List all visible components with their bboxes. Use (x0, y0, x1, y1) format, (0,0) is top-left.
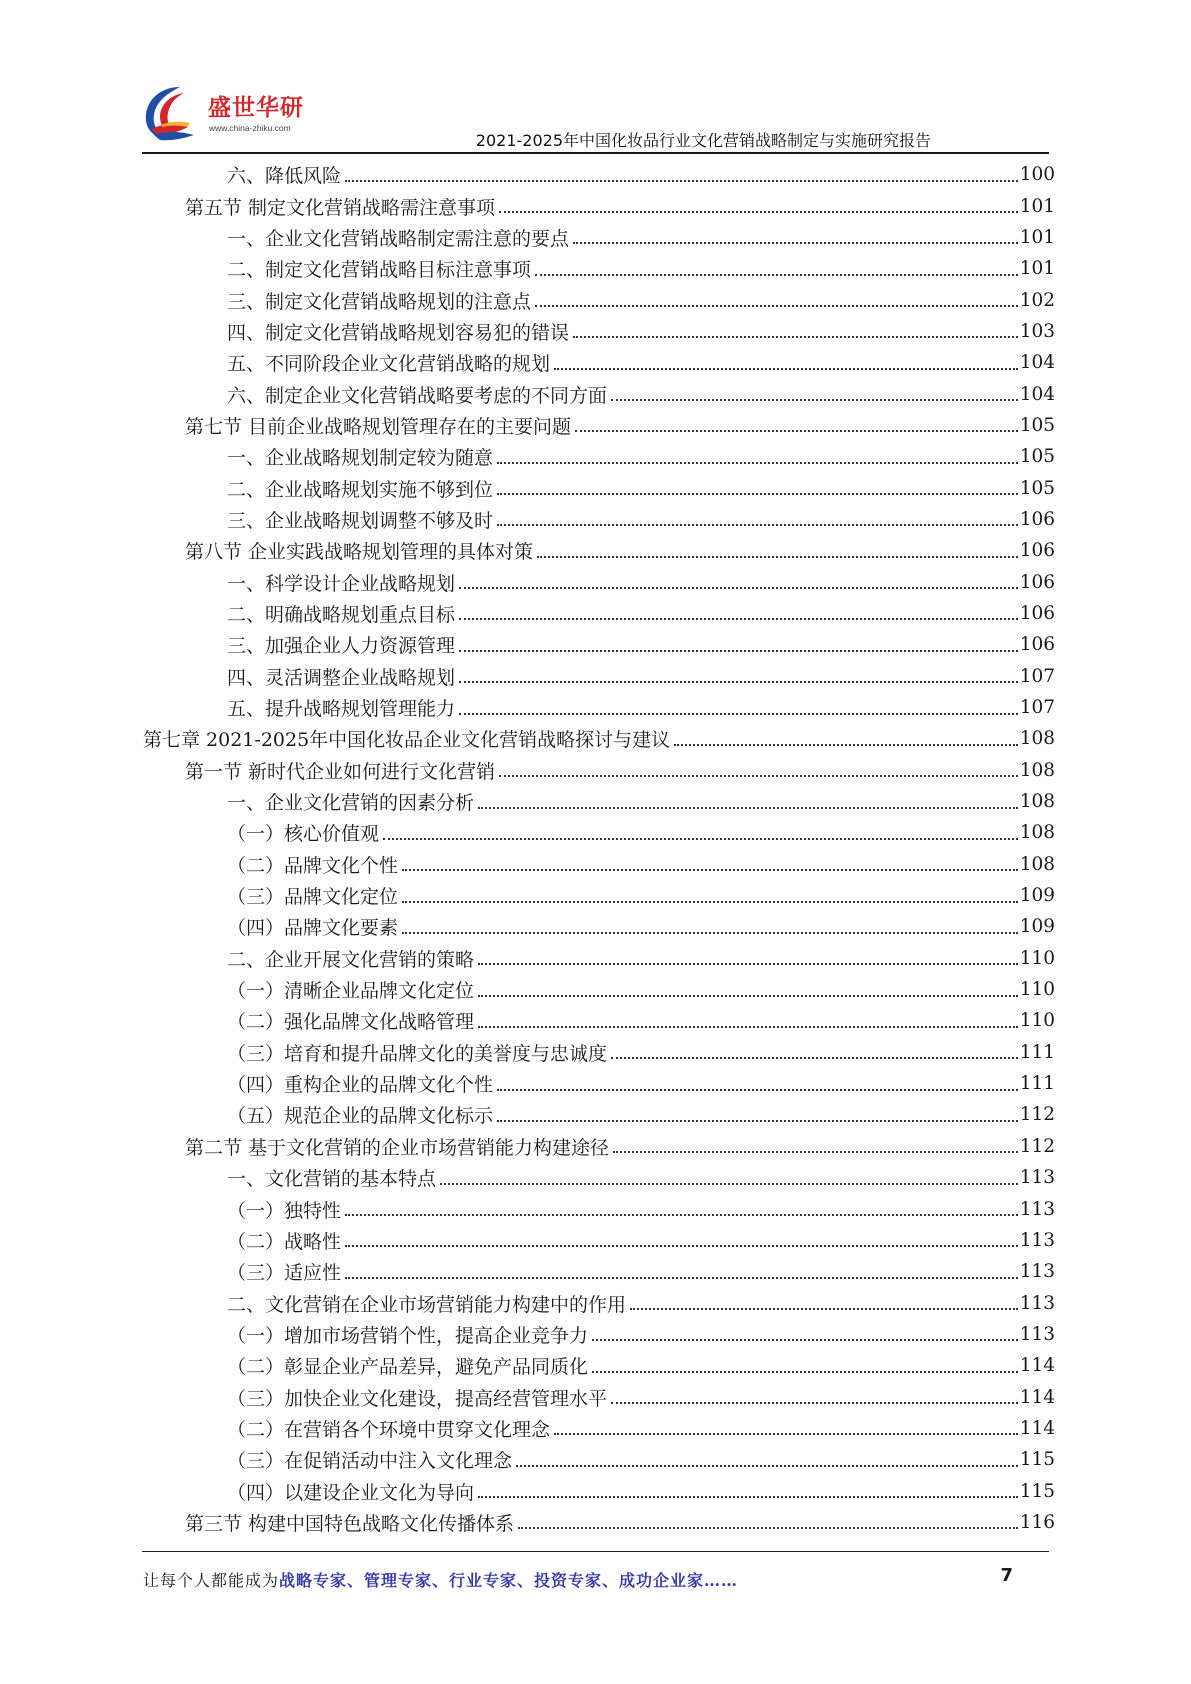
toc-entry-label: 三、企业战略规划调整不够及时 (227, 509, 494, 532)
toc-entry-label: 一、文化营销的基本特点 (227, 1168, 437, 1191)
toc-entry[interactable] (143, 755, 1055, 786)
toc-entry-label: （三）品牌文化定位 (227, 886, 399, 909)
toc-entry-page: 110 (1019, 1010, 1055, 1032)
toc-entry-page: 101 (1019, 226, 1055, 248)
toc-entry-label: 五、不同阶段企业文化营销战略的规划 (227, 353, 551, 376)
toc-entry[interactable] (143, 974, 1055, 1005)
toc-entry-label: （三）在促销活动中注入文化理念 (227, 1450, 513, 1473)
toc-entry-page: 101 (1019, 195, 1055, 217)
toc-entry-page: 113 (1019, 1198, 1055, 1220)
dot-leader (440, 1183, 1018, 1185)
toc-entry-label: 第一节 新时代企业如何进行文化营销 (185, 760, 496, 783)
toc-entry-page: 113 (1019, 1229, 1055, 1251)
dot-leader (478, 995, 1018, 997)
toc-entry-page: 113 (1019, 1167, 1055, 1189)
toc-entry-page: 114 (1019, 1355, 1055, 1377)
toc-entry-label: 一、企业战略规划制定较为随意 (227, 447, 494, 470)
dot-leader (402, 869, 1018, 871)
toc-entry-label: （二）品牌文化个性 (227, 854, 399, 877)
toc-entry-label: 第八节 企业实践战略规划管理的具体对策 (185, 541, 534, 564)
toc-entry-page: 109 (1019, 916, 1055, 938)
toc-entry-page: 110 (1019, 979, 1055, 1001)
toc-entry[interactable] (143, 190, 1055, 221)
toc-entry-page: 108 (1019, 853, 1055, 875)
toc-entry-page: 114 (1019, 1417, 1055, 1439)
toc-entry-label: （一）独特性 (227, 1199, 342, 1222)
toc-entry-label: （四）重构企业的品牌文化个性 (227, 1074, 494, 1097)
dot-leader (478, 963, 1018, 965)
dot-leader (535, 305, 1018, 307)
toc-entry-label: 第七节 目前企业战略规划管理存在的主要问题 (185, 415, 572, 438)
toc-entry-page: 106 (1019, 602, 1055, 624)
dot-leader (613, 1151, 1018, 1153)
dot-leader (554, 368, 1018, 370)
toc-entry-label: 二、明确战略规划重点目标 (227, 603, 456, 626)
toc-entry-page: 112 (1019, 1135, 1055, 1157)
toc-entry-page: 105 (1019, 414, 1055, 436)
dot-leader (554, 1433, 1018, 1435)
toc-entry-page: 108 (1019, 822, 1055, 844)
toc-entry[interactable] (143, 159, 1055, 190)
dot-leader (459, 650, 1018, 652)
toc-entry-page: 112 (1019, 1104, 1055, 1126)
toc-entry-label: 六、降低风险 (227, 165, 342, 188)
dot-leader (592, 1339, 1018, 1341)
toc-entry-page: 110 (1019, 947, 1055, 969)
toc-entry-page: 109 (1019, 885, 1055, 907)
logo-wordmark: 盛世华研 (208, 95, 304, 121)
toc-entry[interactable] (143, 253, 1055, 284)
toc-entry-label: 三、加强企业人力资源管理 (227, 635, 456, 658)
slogan-accent: 战略专家、管理专家、行业专家、投资专家、成功企业家…… (279, 1571, 739, 1590)
dot-leader (478, 807, 1018, 809)
toc-entry-label: （三）适应性 (227, 1262, 342, 1285)
dot-leader (478, 1496, 1018, 1498)
toc-entry[interactable] (143, 472, 1055, 503)
toc-entry-label: 四、制定文化营销战略规划容易犯的错误 (227, 321, 570, 344)
dot-leader (459, 681, 1018, 683)
toc-entry-label: （三）加快企业文化建设，提高经营管理水平 (227, 1387, 608, 1410)
toc-entry[interactable] (143, 1225, 1055, 1256)
dot-leader (537, 556, 1018, 558)
page-number: 7 (1000, 1565, 1013, 1586)
dot-leader (478, 1026, 1018, 1028)
toc-entry-page: 113 (1019, 1261, 1055, 1283)
toc-entry[interactable] (143, 410, 1055, 441)
toc-entry[interactable] (143, 316, 1055, 347)
toc-entry-page: 115 (1019, 1449, 1055, 1471)
report-title: 2021-2025年中国化妆品行业文化营销战略制定与实施研究报告 (475, 131, 931, 150)
toc-entry-label: 第二节 基于文化营销的企业市场营销能力构建途径 (185, 1136, 610, 1159)
toc-entry-label: 五、提升战略规划管理能力 (227, 698, 456, 721)
dot-leader (497, 524, 1018, 526)
toc-entry-page: 100 (1019, 164, 1055, 186)
toc-entry-page: 115 (1019, 1480, 1055, 1502)
toc-entry-page: 101 (1019, 258, 1055, 280)
toc-entry[interactable] (143, 1287, 1055, 1318)
toc-entry-label: 二、文化营销在企业市场营销能力构建中的作用 (227, 1293, 627, 1316)
dot-leader (499, 211, 1018, 213)
toc-entry[interactable] (143, 504, 1055, 535)
toc-entry-label: 二、企业战略规划实施不够到位 (227, 478, 494, 501)
toc-entry[interactable] (143, 786, 1055, 817)
toc-entry[interactable] (143, 880, 1055, 911)
toc-entry-page: 104 (1019, 352, 1055, 374)
dot-leader (592, 1371, 1018, 1373)
toc-entry-page: 108 (1019, 791, 1055, 813)
toc-entry-label: （四）品牌文化要素 (227, 917, 399, 940)
dot-leader (611, 1057, 1018, 1059)
company-logo (140, 83, 320, 145)
dot-leader (497, 462, 1018, 464)
toc-entry[interactable] (143, 347, 1055, 378)
toc-entry-label: 一、科学设计企业战略规划 (227, 572, 456, 595)
dot-leader (611, 399, 1018, 401)
toc-entry-label: （二）强化品牌文化战略管理 (227, 1011, 475, 1034)
slogan-prefix: 让每个人都能成为 (143, 1571, 280, 1590)
dot-leader (497, 1120, 1018, 1122)
toc-entry-label: 三、制定文化营销战略规划的注意点 (227, 290, 532, 313)
toc-entry-page: 111 (1019, 1073, 1055, 1095)
dot-leader (573, 336, 1018, 338)
toc-entry[interactable] (143, 378, 1055, 409)
toc-entry[interactable] (143, 1005, 1055, 1036)
dot-leader (383, 838, 1018, 840)
toc-entry-label: （一）核心价值观 (227, 823, 380, 846)
dot-leader (573, 242, 1018, 244)
toc-entry[interactable] (143, 1413, 1055, 1444)
toc-entry[interactable] (143, 441, 1055, 472)
dot-leader (516, 1465, 1018, 1467)
dot-leader (497, 1089, 1018, 1091)
dot-leader (345, 1214, 1018, 1216)
dot-leader (497, 493, 1018, 495)
toc-entry[interactable] (143, 1256, 1055, 1287)
toc-entry-page: 113 (1019, 1292, 1055, 1314)
footer-divider (142, 1551, 1049, 1552)
toc-entry-label: （五）规范企业的品牌文化标示 (227, 1105, 494, 1128)
toc-entry[interactable] (143, 1350, 1055, 1381)
toc-entry-page: 114 (1019, 1386, 1055, 1408)
toc-entry[interactable] (143, 692, 1055, 723)
toc-entry-page: 106 (1019, 540, 1055, 562)
toc-entry-page: 105 (1019, 477, 1055, 499)
toc-entry-label: 六、制定企业文化营销战略要考虑的不同方面 (227, 384, 608, 407)
table-of-contents (143, 159, 1055, 1538)
dot-leader (518, 1527, 1018, 1529)
toc-entry-page: 107 (1019, 665, 1055, 687)
toc-entry[interactable] (143, 566, 1055, 597)
toc-entry-page: 116 (1019, 1511, 1055, 1533)
toc-entry[interactable] (143, 598, 1055, 629)
logo-swoosh-icon (140, 83, 206, 143)
toc-entry[interactable] (143, 943, 1055, 974)
toc-entry[interactable] (143, 1037, 1055, 1068)
dot-leader (575, 430, 1018, 432)
dot-leader (674, 744, 1018, 746)
dot-leader (535, 274, 1018, 276)
toc-entry[interactable] (143, 1381, 1055, 1412)
toc-entry[interactable] (143, 1131, 1055, 1162)
toc-entry[interactable] (143, 1319, 1055, 1350)
toc-entry-page: 111 (1019, 1041, 1055, 1063)
toc-entry[interactable] (143, 284, 1055, 315)
toc-entry-page: 106 (1019, 634, 1055, 656)
dot-leader (459, 587, 1018, 589)
toc-entry[interactable] (143, 817, 1055, 848)
toc-entry-page: 113 (1019, 1323, 1055, 1345)
toc-entry-label: （一）清晰企业品牌文化定位 (227, 980, 475, 1003)
toc-entry-label: （四）以建设企业文化为导向 (227, 1481, 475, 1504)
toc-entry[interactable] (143, 535, 1055, 566)
toc-entry[interactable] (143, 1068, 1055, 1099)
dot-leader (345, 180, 1018, 182)
dot-leader (345, 1277, 1018, 1279)
toc-entry[interactable] (143, 1193, 1055, 1224)
toc-entry-label: （二）彰显企业产品差异，避免产品同质化 (227, 1356, 589, 1379)
toc-entry-label: 第五节 制定文化营销战略需注意事项 (185, 196, 496, 219)
toc-entry-label: 四、灵活调整企业战略规划 (227, 666, 456, 689)
toc-entry[interactable] (143, 1507, 1055, 1538)
toc-entry-label: （三）培育和提升品牌文化的美誉度与忠诚度 (227, 1042, 608, 1065)
dot-leader (499, 775, 1018, 777)
dot-leader (459, 713, 1018, 715)
toc-entry-page: 102 (1019, 289, 1055, 311)
logo-url: www.china-zhiku.com (209, 123, 291, 133)
dot-leader (345, 1245, 1018, 1247)
dot-leader (630, 1308, 1018, 1310)
toc-entry[interactable] (143, 1444, 1055, 1475)
toc-entry[interactable] (143, 629, 1055, 660)
toc-entry[interactable] (143, 723, 1055, 754)
toc-entry[interactable] (143, 1162, 1055, 1193)
toc-entry[interactable] (143, 1099, 1055, 1130)
toc-entry-label: 二、制定文化营销战略目标注意事项 (227, 259, 532, 282)
toc-entry-label: 一、企业文化营销战略制定需注意的要点 (227, 227, 570, 250)
toc-entry-label: 一、企业文化营销的因素分析 (227, 792, 475, 815)
toc-entry-label: 第三节 构建中国特色战略文化传播体系 (185, 1512, 515, 1535)
toc-entry[interactable] (143, 1475, 1055, 1506)
toc-entry-page: 106 (1019, 508, 1055, 530)
toc-entry-label: （一）增加市场营销个性，提高企业竞争力 (227, 1324, 589, 1347)
toc-entry-page: 103 (1019, 320, 1055, 342)
header-divider (142, 152, 1049, 154)
footer-slogan (143, 1568, 738, 1591)
toc-entry-page: 108 (1019, 728, 1055, 750)
toc-entry-page: 108 (1019, 759, 1055, 781)
dot-leader (402, 901, 1018, 903)
toc-entry-page: 105 (1019, 446, 1055, 468)
toc-entry-label: 第七章 2021-2025年中国化妆品企业文化营销战略探讨与建议 (143, 729, 671, 752)
toc-entry[interactable] (143, 222, 1055, 253)
toc-entry-page: 104 (1019, 383, 1055, 405)
toc-entry[interactable] (143, 661, 1055, 692)
toc-entry-label: （二）在营销各个环境中贯穿文化理念 (227, 1418, 551, 1441)
toc-entry-label: （二）战略性 (227, 1230, 342, 1253)
dot-leader (402, 932, 1018, 934)
toc-entry-page: 106 (1019, 571, 1055, 593)
toc-entry-page: 107 (1019, 697, 1055, 719)
dot-leader (611, 1402, 1018, 1404)
dot-leader (459, 618, 1018, 620)
toc-entry[interactable] (143, 911, 1055, 942)
toc-entry-label: 二、企业开展文化营销的策略 (227, 948, 475, 971)
toc-entry[interactable] (143, 849, 1055, 880)
